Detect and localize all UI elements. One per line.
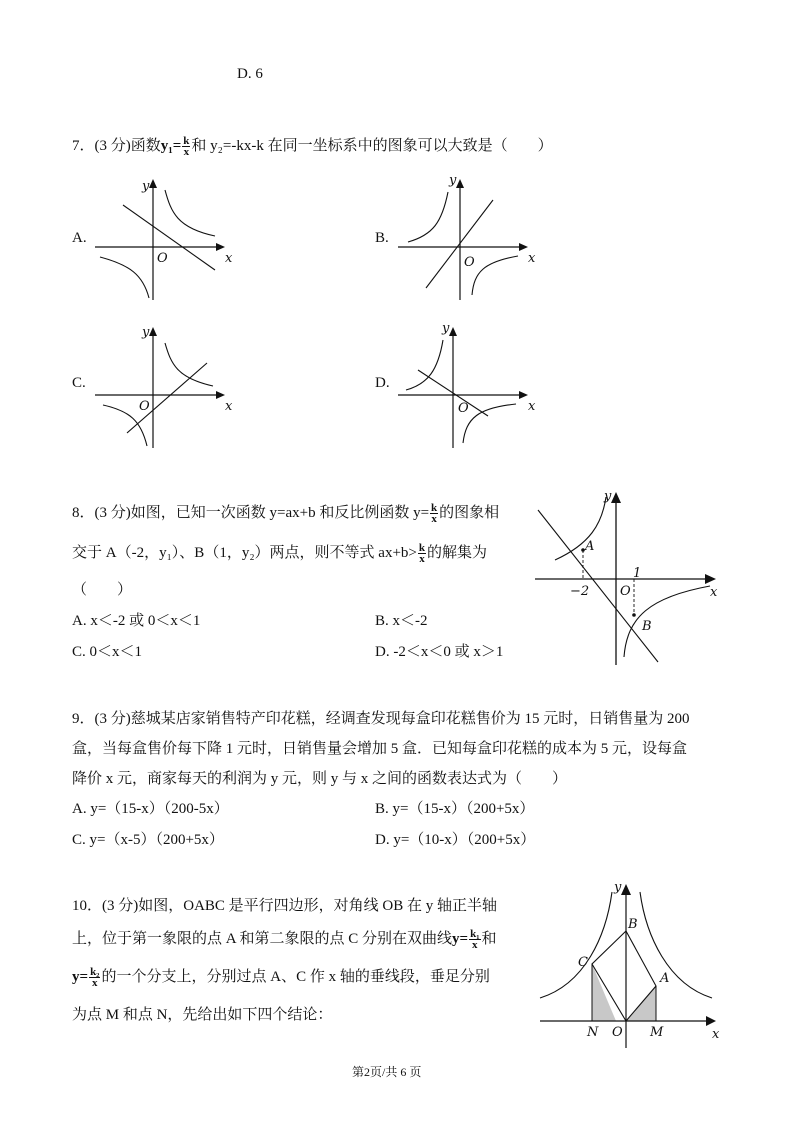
fraction-denominator: x	[472, 939, 478, 952]
page-footer: 第2页/共 6 页	[352, 1065, 422, 1079]
q8-line-1	[72, 501, 499, 524]
q8-fraction-1	[430, 503, 438, 524]
axis-x-label: x	[710, 585, 718, 600]
q8-line2-a: 交于 A（-2，y₁）、B（1，y₂）两点，则不等式 ax+b>	[72, 545, 417, 561]
q9-line-2: 盒，当每盒售价每下降 1 元时，日销售量会增加 5 盒．已知每盒印花糕的成本为 5 元，设每盒	[72, 741, 688, 757]
q10-line3-b: 的一个分支上，分别过点 A、C 作 x 轴的垂线段，垂足分别	[101, 969, 490, 985]
point-c-label: C	[578, 955, 588, 970]
origin-label: O	[464, 255, 475, 270]
fraction-numerator: k₁	[470, 928, 480, 941]
origin-label: O	[157, 251, 168, 266]
q7-graph-c	[95, 318, 245, 453]
q10-line-1: 10．(3 分)如图，OABC 是平行四边形，对角线 OB 在 y 轴正半轴	[72, 898, 498, 914]
q8-line-2	[72, 541, 487, 564]
q10-line-2	[72, 927, 497, 950]
axis-x-label: x	[712, 1027, 720, 1042]
axis-y-label: y	[614, 880, 622, 895]
q9-option-b: B. y=（15-x）（200+5x）	[375, 801, 535, 817]
q8-line1-a: 8．(3 分)如图，已知一次函数 y=ax+b 和反比例函数 y=	[72, 505, 430, 521]
q7-graph-b	[398, 170, 548, 305]
q9-line-1: 9．(3 分)慈城某店家销售特产印花糕，经调查发现每盒印花糕售价为 15 元时，日销售量为 200	[72, 711, 690, 727]
q8-fraction-2	[418, 543, 426, 564]
point-a-label: A	[660, 971, 670, 986]
q10-y-eq-1: y=	[452, 931, 469, 947]
q7-stem-b: 和 y₂=-kx-k 在同一坐标系中的图象可以大致是（ ）	[191, 138, 553, 154]
axis-y-label: y	[442, 321, 450, 336]
q7-option-d-label: D.	[375, 375, 390, 391]
q8-option-a: A. x＜-2 或 0＜x＜1	[72, 613, 201, 629]
axis-y-label: y	[142, 325, 150, 340]
origin-label: O	[458, 401, 469, 416]
axis-x-label: x	[528, 399, 536, 414]
fraction-numerator: k	[418, 542, 425, 555]
q10-line2-a: 上，位于第一象限的点 A 和第二象限的点 C 分别在双曲线	[72, 931, 453, 947]
q9-line-3: 降价 x 元，商家每天的利润为 y 元，则 y 与 x 之间的函数表达式为（ ）	[72, 771, 568, 787]
q7-option-a-label: A.	[72, 230, 87, 246]
q9-option-d: D. y=（10-x）（200+5x）	[375, 832, 536, 848]
q10-figure	[540, 876, 740, 1051]
origin-label: O	[139, 399, 150, 414]
q10-line-3	[72, 965, 490, 988]
point-b-label: B	[628, 917, 638, 932]
q7-fraction	[182, 136, 190, 157]
q10-and: 和	[481, 931, 497, 947]
fraction-numerator: k	[431, 502, 438, 515]
origin-label: O	[620, 584, 631, 599]
axis-x-label: x	[225, 399, 233, 414]
fraction-denominator: x	[431, 513, 437, 526]
q8-figure	[530, 482, 730, 667]
fraction-numerator: k	[183, 135, 190, 148]
fraction-numerator: k₂	[90, 966, 100, 979]
tick-neg2-label: −2	[570, 584, 590, 599]
q8-option-b: B. x＜-2	[375, 613, 428, 629]
tick-1-label: 1	[633, 566, 642, 581]
q7-graph-a	[95, 170, 245, 305]
fraction-denominator: x	[419, 553, 425, 566]
q10-line-4: 为点 M 和点 N，先给出如下四个结论：	[72, 1007, 333, 1023]
axis-x-label: x	[528, 251, 536, 266]
axis-y-label: y	[449, 173, 457, 188]
q8-option-c: C. 0＜x＜1	[72, 644, 143, 660]
q9-option-a: A. y=（15-x）（200-5x）	[72, 801, 229, 817]
fraction-denominator: x	[92, 977, 98, 990]
q8-line1-b: 的图象相	[439, 505, 500, 521]
q7-stem	[72, 134, 553, 157]
q8-line-3: （ ）	[72, 582, 133, 598]
axis-y-label: y	[142, 179, 150, 194]
q10-y-eq-2: y=	[72, 969, 89, 985]
point-a-label: A	[585, 539, 595, 554]
q6-option-d: D. 6	[237, 66, 263, 82]
origin-label: O	[612, 1025, 623, 1040]
q9-option-c: C. y=（x-5）（200+5x）	[72, 832, 224, 848]
point-m-label: M	[650, 1025, 664, 1040]
point-n-label: N	[587, 1025, 599, 1040]
fraction-denominator: x	[183, 146, 190, 159]
q10-fraction-k2	[89, 967, 100, 988]
axis-x-label: x	[225, 251, 233, 266]
q8-line2-b: 的解集为	[427, 545, 488, 561]
q7-y1: y₁=	[160, 138, 182, 154]
point-b-label: B	[642, 619, 652, 634]
q8-option-d: D. -2＜x＜0 或 x＞1	[375, 644, 504, 660]
q7-graph-d	[398, 318, 548, 453]
axis-y-label: y	[604, 489, 612, 504]
q10-fraction-k1	[469, 929, 480, 950]
q7-option-b-label: B.	[375, 230, 389, 246]
q7-stem-a: 7．(3 分)函数	[72, 138, 161, 154]
q7-option-c-label: C.	[72, 375, 86, 391]
